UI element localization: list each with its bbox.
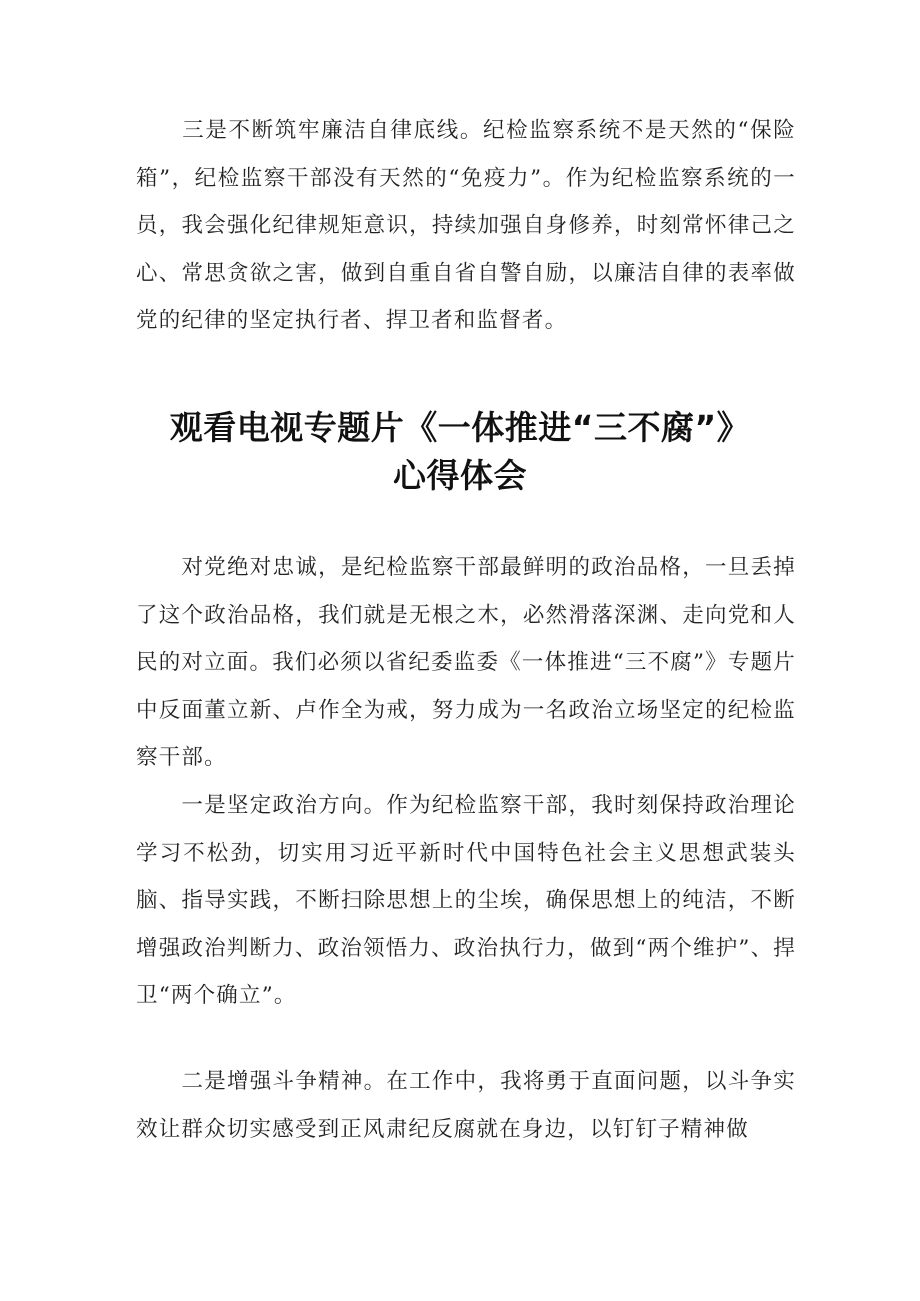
document-title-line2: 心得体会 (393, 456, 527, 495)
paragraph-intro: 对党绝对忠诚，是纪检监察干部最鲜明的政治品格，一旦丢掉了这个政治品格，我们就是无根之木，必然滑落深渊、走向党和人民的对立面。我们必须以省纪委监委《一体推进“三不腐”》专题片中反面董立新、卢作全为戒，努力成为一名政治立场坚定的纪检监察干部。 (136, 555, 796, 770)
paragraph-fighting-spirit: 二是增强斗争精神。在工作中，我将勇于直面问题，以斗争实效让群众切实感受到正风肃纪反腐就在身边，以钉钉子精神做 (136, 1069, 796, 1142)
document-title-line1: 观看电视专题片《一体推进“三不腐”》 (169, 408, 751, 447)
paragraph-self-discipline: 三是不断筑牢廉洁自律底线。纪检监察系统不是天然的“保险箱”，纪检监察干部没有天然的“免疫力”。作为纪检监察系统的一员，我会强化纪律规矩意识，持续加强自身修养，时刻常怀律己之心、常思贪欲之害，做到自重自省自警自励，以廉洁自律的表率做党的纪律的坚定执行者、捍卫者和监督者。 (136, 118, 796, 333)
paragraph-political-direction: 一是坚定政治方向。作为纪检监察干部，我时刻保持政治理论学习不松劲，切实用习近平新时代中国特色社会主义思想武装头脑、指导实践，不断扫除思想上的尘埃，确保思想上的纯洁，不断增强政治判断力、政治领悟力、政治执行力，做到“两个维护”、捍卫“两个确立”。 (136, 793, 796, 1008)
